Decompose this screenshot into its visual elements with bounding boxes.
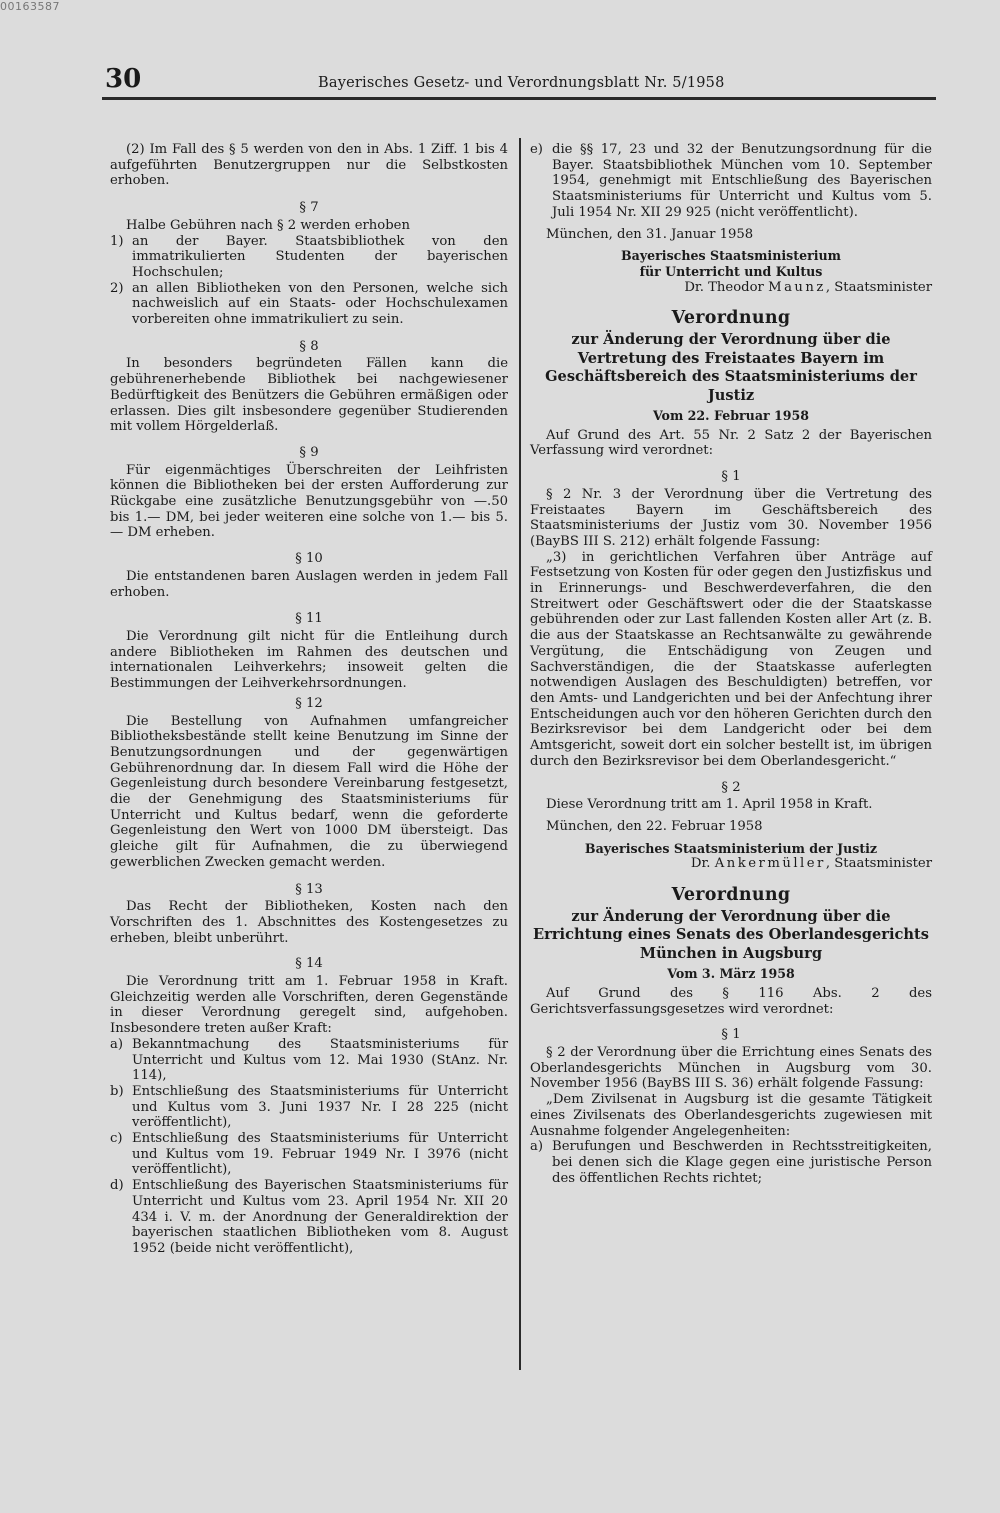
list-label: 2): [110, 280, 124, 296]
ministry-name: Bayerisches Staatsministerium der Justiz: [584, 840, 878, 856]
signatory-title: , Staatsminister: [825, 856, 932, 872]
section-heading: § 13: [295, 881, 323, 897]
section-heading: § 9: [299, 444, 319, 460]
list-item: [530, 1139, 932, 1186]
list-text: die §§ 17, 23 und 32 der Benutzungsordnung für die Bayer. Staatsbibliothek München vom 10. September 1954, genehmigt mit Entschließung des Bayerischen Staatsministeriums für Unterricht und Kultus vom 5. Juli 1954 Nr. XII 29 925 (nicht veröffentlicht).: [552, 142, 932, 220]
list-text: an der Bayer. Staatsbibliothek von den immatrikulierten Studenten der bayerischen Hochschulen;: [132, 233, 508, 280]
decree-subtitle: zur Änderung der Verordnung über die Vertretung des Freistaates Bayern im Geschäftsbereich des Staatsministeriums der Justiz: [545, 331, 917, 404]
paragraph: Auf Grund des Art. 55 Nr. 2 Satz 2 der Bayerischen Verfassung wird verordnet:: [530, 427, 932, 459]
paragraph: Das Recht der Bibliotheken, Kosten nach den Vorschriften des 1. Abschnittes des Kostengesetzes zu erheben, bleibt unberührt.: [110, 899, 508, 946]
list-text: Entschließung des Bayerischen Staatsministeriums für Unterricht und Kultus vom 23. April 1954 Nr. XII 20 434 i. V. m. der Anordnung der Generaldirektion der bayerischen staatlichen Bibliotheken vom 8. August 1952 (beide nicht veröffentlicht),: [132, 1178, 508, 1256]
section-heading: § 8: [299, 338, 319, 354]
list-label: 1): [110, 233, 124, 249]
paragraph: § 2 der Verordnung über die Errichtung eines Senats des Oberlandesgerichts München in Augsburg vom 30. November 1956 (BayBS III S. 36) erhält folgende Fassung:: [530, 1045, 932, 1092]
header-rule: [102, 97, 936, 100]
archive-stamp: 00163587: [0, 0, 60, 13]
list-label: b): [110, 1083, 124, 1099]
list-text: Entschließung des Staatsministeriums für Unterricht und Kultus vom 3. Juni 1937 Nr. I 28 225 (nicht veröffentlicht),: [132, 1083, 508, 1131]
decree-date: Vom 22. Februar 1958: [652, 408, 810, 424]
signature-date: München, den 22. Februar 1958: [546, 818, 763, 834]
paragraph: Die Verordnung gilt nicht für die Entleihung durch andere Bibliotheken im Rahmen des deutschen und internationalen Leihverkehrs; insoweit gelten die Bestimmungen der Leihverkehrsordnungen.: [110, 628, 508, 692]
section-heading: § 12: [295, 695, 323, 711]
list-label: e): [530, 142, 543, 157]
quoted-paragraph: „3) in gerichtlichen Verfahren über Anträge auf Festsetzung von Kosten für oder gegen den Justizfiskus und in Erinnerungs- und Beschwerdeverfahren, die den Streitwert oder Geschäftswert oder die der Staatskasse gebührenden oder zur Last fallenden Kosten aller Art (z. B. die aus der Staatskasse an Rechtsanwälte zu gewährende Vergütung, die Entschädigung von Zeugen und Sachverständigen, die der Staatskasse auferlegten notwendigen Auslagen des Beschuldigten) betreffen, vor den Amts- und Landgerichten und bei der Anfechtung ihrer Entscheidungen auch vor den höheren Gerichten durch den Bezirksrevisor bei dem Landgericht oder bei dem Amtsgericht, soweit dort ein solcher bestellt ist, im übrigen durch den Bezirksrevisor bei dem Oberlandesgericht.“: [530, 549, 932, 769]
list-label: c): [110, 1131, 123, 1147]
list-item: [110, 1178, 508, 1257]
list-item: [110, 1131, 508, 1178]
list-item: [110, 281, 508, 328]
page-header: [105, 64, 937, 96]
paragraph: Auf Grund des § 116 Abs. 2 des Gerichtsverfassungsgesetzes wird verordnet:: [530, 985, 932, 1017]
decree-title: Verordnung: [671, 885, 791, 906]
signatory-name: Maunz: [768, 279, 826, 295]
list-text: Bekanntmachung des Staatsministeriums für Unterricht und Kultus vom 12. Mai 1930 (StAnz. Nr. 114),: [132, 1036, 508, 1084]
section-heading: § 1: [721, 469, 741, 485]
decree-subtitle: zur Änderung der Verordnung über die Errichtung eines Senats des Oberlandesgerichts München in Augsburg: [533, 907, 929, 962]
signatory-prefix: Dr.: [690, 856, 711, 872]
list-label: a): [110, 1036, 124, 1052]
list-item: [110, 1084, 508, 1131]
paragraph: Die Bestellung von Aufnahmen umfangreicher Bibliotheksbestände stellt keine Benutzung im Sinne der Benutzungsordnungen und der gegenwärtigen Gebührenordnung dar. In diesem Fall wird die Höhe der Gegenleistung durch besondere Vereinbarung festgesetzt, die der Genehmigung des Staatsministeriums für Unterricht und Kultus bedarf, wenn die geforderte Gegenleistung den Wert von 1000 DM übersteigt. Das gleiche gilt für Aufnahmen, die zu überwiegend gewerblichen Zwecken gemacht werden.: [110, 713, 508, 870]
paragraph: Für eigenmächtiges Überschreiten der Leihfristen können die Bibliotheken bei der ersten Aufforderung zur Rückgabe eine zusätzliche Benutzungsgebühr von —.50 bis 1.— DM, bei jeder weiteren eine solche von 1.— bis 5.— DM erheben.: [110, 462, 508, 541]
signatory-title: , Staatsminister: [825, 279, 932, 295]
decree-date: Vom 3. März 1958: [667, 966, 795, 982]
decree-title: Verordnung: [671, 308, 791, 329]
paragraph: Halbe Gebühren nach § 2 werden erhoben: [126, 217, 410, 233]
list-text: Entschließung des Staatsministeriums für Unterricht und Kultus vom 19. Februar 1949 Nr. I 3976 (nicht veröffentlicht),: [132, 1131, 508, 1178]
paragraph-intro: (2) Im Fall des § 5 werden von den in Abs. 1 Ziff. 1 bis 4 aufgeführten Benutzergruppen nur die Selbstkosten erhoben.: [110, 142, 508, 189]
signatory: [530, 280, 932, 296]
section-heading: § 7: [299, 200, 319, 216]
section-heading: § 11: [295, 611, 323, 627]
section-heading: § 10: [295, 551, 323, 567]
column-divider: [519, 138, 521, 1370]
paragraph: Die entstandenen baren Auslagen werden in jedem Fall erhoben.: [110, 568, 508, 600]
section-heading: § 14: [295, 956, 323, 972]
signatory-prefix: Dr. Theodor: [684, 279, 764, 295]
left-column: [110, 142, 508, 1257]
list-label: d): [110, 1178, 124, 1194]
list-text: Berufungen und Beschwerden in Rechtsstreitigkeiten, bei denen sich die Klage gegen eine juristische Person des öffentlichen Rechts richtet;: [552, 1139, 932, 1186]
signatory: [530, 856, 932, 872]
section-heading: § 1: [721, 1027, 741, 1043]
signature-date: München, den 31. Januar 1958: [546, 226, 754, 242]
quoted-paragraph: „Dem Zivilsenat in Augsburg ist die gesamte Tätigkeit eines Zivilsenats des Oberlandesgerichts zugewiesen mit Ausnahme folgender Angelegenheiten:: [530, 1092, 932, 1139]
list-item: [110, 234, 508, 281]
list-item: [530, 142, 932, 221]
section-heading: § 2: [721, 779, 741, 795]
paragraph: § 2 Nr. 3 der Verordnung über die Vertretung des Freistaates Bayern im Geschäftsbereich des Staatsministeriums der Justiz vom 30. November 1956 (BayBS III S. 212) erhält folgende Fassung:: [530, 486, 932, 549]
list-label: a): [530, 1139, 544, 1155]
ministry-name: für Unterricht und Kultus: [639, 263, 823, 279]
page-number: 30: [105, 64, 142, 94]
paragraph: In besonders begründeten Fällen kann die gebührenerhebende Bibliothek bei nachgewiesener Bedürftigkeit des Benützers die Gebühren ermäßigen oder erlassen. Dies gilt insbesondere gegenüber Studierenden mit vollem Hörgelderlaß.: [110, 356, 508, 435]
list-item: [110, 1037, 508, 1084]
header-title: Bayerisches Gesetz- und Verordnungsblatt Nr. 5/1958: [318, 75, 725, 91]
signatory-name: Ankermüller: [714, 856, 826, 872]
right-column: [530, 142, 932, 1186]
paragraph: Diese Verordnung tritt am 1. April 1958 in Kraft.: [546, 797, 873, 813]
list-text: an allen Bibliotheken von den Personen, welche sich nachweislich auf ein Staats- oder Hochschulexamen vorbereiten ohne immatrikuliert zu sein.: [132, 280, 508, 328]
ministry-name: Bayerisches Staatsministerium: [621, 248, 841, 264]
paragraph: Die Verordnung tritt am 1. Februar 1958 in Kraft. Gleichzeitig werden alle Vorschriften, deren Gegenstände in dieser Verordnung geregelt sind, aufgehoben. Insbesondere treten außer Kraft:: [110, 974, 508, 1037]
